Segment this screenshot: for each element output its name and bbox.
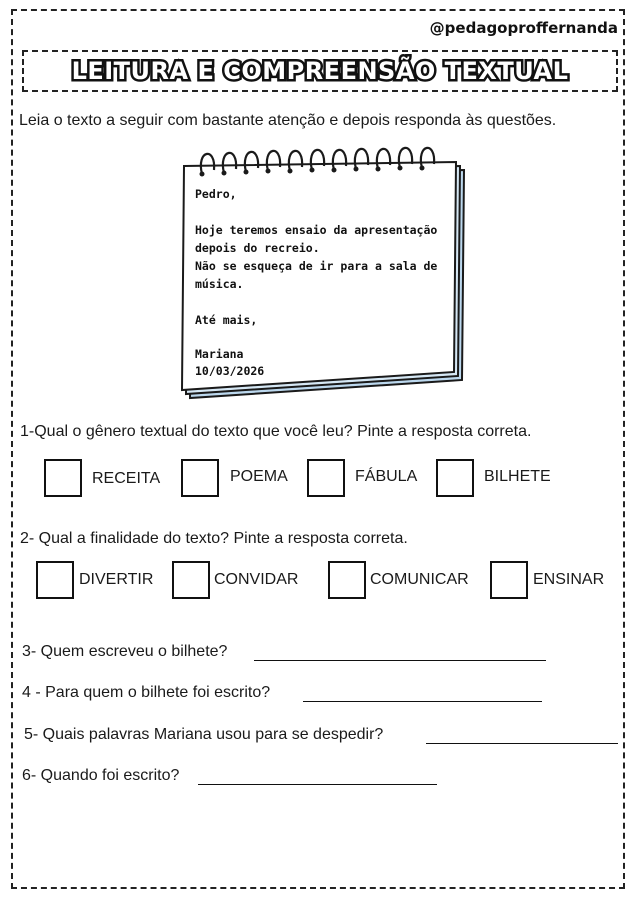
answer-checkbox-receita[interactable]: [44, 459, 82, 497]
option-label: CONVIDAR: [214, 571, 299, 588]
instructions: Leia o texto a seguir com bastante atenção e depois responda às questões.: [19, 112, 557, 129]
option-label: COMUNICAR: [370, 571, 469, 588]
answer-checkbox-fabula[interactable]: [307, 459, 345, 497]
author-handle: @pedagoproffernanda: [429, 19, 618, 37]
option-label: BILHETE: [484, 468, 551, 485]
question-6: 6- Quando foi escrito?: [22, 767, 180, 784]
note-greeting: Pedro,: [195, 187, 237, 201]
note-closing: Até mais,: [195, 313, 258, 327]
answer-checkbox-comunicar[interactable]: [328, 561, 366, 599]
note-date: 10/03/2026: [195, 364, 265, 378]
answer-line-6[interactable]: [198, 784, 437, 785]
answer-line-3[interactable]: [254, 660, 546, 661]
question-4: 4 - Para quem o bilhete foi escrito?: [22, 684, 271, 701]
option-label: RECEITA: [92, 470, 161, 487]
question-1: 1-Qual o gênero textual do texto que você leu? Pinte a resposta correta.: [20, 423, 532, 440]
option-label: ENSINAR: [533, 571, 605, 588]
page-title: LEITURA E COMPREENSÃO TEXTUAL: [71, 57, 569, 85]
answer-checkbox-divertir[interactable]: [36, 561, 74, 599]
answer-checkbox-ensinar[interactable]: [490, 561, 528, 599]
note-line: música.: [195, 277, 244, 291]
option-label: DIVERTIR: [79, 571, 154, 588]
note-signature: Mariana: [195, 347, 244, 361]
option-label: FÁBULA: [355, 468, 418, 485]
answer-checkbox-bilhete[interactable]: [436, 459, 474, 497]
question-3: 3- Quem escreveu o bilhete?: [22, 643, 228, 660]
title-banner: [22, 50, 618, 92]
note-line: Hoje teremos ensaio da apresentação: [195, 223, 438, 237]
answer-line-5[interactable]: [426, 743, 618, 744]
answer-checkbox-convidar[interactable]: [172, 561, 210, 599]
note-line: depois do recreio.: [195, 241, 320, 255]
answer-line-4[interactable]: [303, 701, 542, 702]
question-5: 5- Quais palavras Mariana usou para se despedir?: [24, 726, 384, 743]
question-2: 2- Qual a finalidade do texto? Pinte a resposta correta.: [20, 530, 408, 547]
option-label: POEMA: [230, 468, 288, 485]
answer-checkbox-poema[interactable]: [181, 459, 219, 497]
note-line: Não se esqueça de ir para a sala de: [195, 259, 438, 273]
